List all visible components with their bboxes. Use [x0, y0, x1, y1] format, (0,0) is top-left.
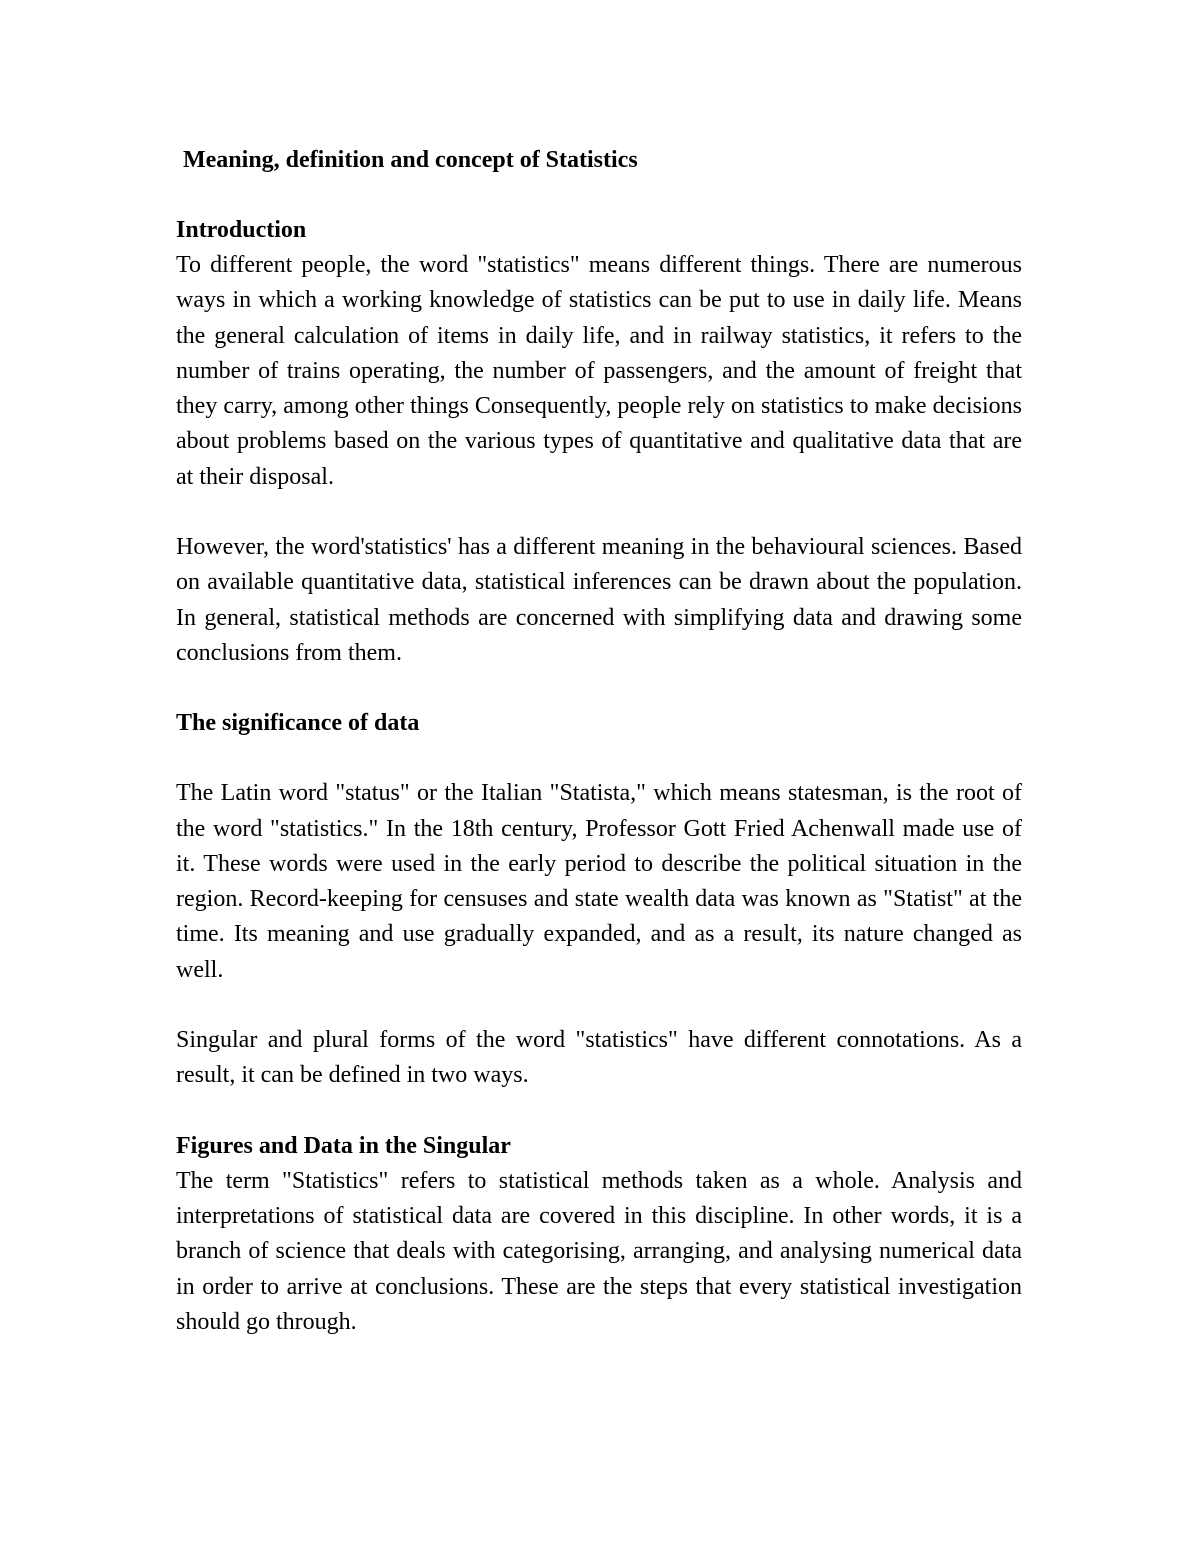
- section-heading: Introduction: [176, 217, 307, 243]
- section-significance-of-data: [176, 706, 1022, 1093]
- section-heading: The significance of data: [176, 710, 420, 737]
- document-page: [176, 143, 1022, 1340]
- spacer: [176, 495, 1022, 530]
- section-figures-and-data-singular: [176, 1129, 1022, 1340]
- paragraph: Singular and plural forms of the word "statistics" have different connotations. As a result, it can be defined in two ways.: [176, 1027, 1022, 1089]
- spacer: [176, 741, 1022, 776]
- spacer: [176, 178, 1022, 213]
- section-introduction: [176, 213, 1022, 671]
- document-title: Meaning, definition and concept of Statistics: [183, 147, 638, 173]
- paragraph: The Latin word "status" or the Italian "Statista," which means statesman, is the root of the word "statistics." In the 18th century, Professor Gott Fried Achenwall made use of it. These words were used in the early period to describe the political situation in the region. Record-keeping for censuses and state wealth data was known as "Statist" at the time. Its meaning and use gradually expanded, and as a result, its nature changed as well.: [176, 780, 1022, 983]
- paragraph: The term "Statistics" refers to statistical methods taken as a whole. Analysis and interpretations of statistical data are covered in this discipline. In other words, it is a branch of science that deals with categorising, arranging, and analysing numerical data in order to arrive at conclusions. These are the steps that every statistical investigation should go through.: [176, 1167, 1022, 1335]
- paragraph: To different people, the word "statistics" means different things. There are numerous ways in which a working knowledge of statistics can be put to use in daily life. Means the general calculation of items in daily life, and in railway statistics, it refers to the number of trains operating, the number of passengers, and the amount of freight that they carry, among other things Consequently, people rely on statistics to make decisions about problems based on the various types of quantitative and qualitative data that are at their disposal.: [176, 252, 1022, 490]
- spacer: [176, 1094, 1022, 1129]
- section-heading: Figures and Data in the Singular: [176, 1132, 511, 1159]
- paragraph: However, the word'statistics' has a different meaning in the behavioural sciences. Based on available quantitative data, statistical inferences can be drawn about the population. In general, statistical methods are concerned with simplifying data and drawing some conclusions from them.: [176, 534, 1022, 666]
- spacer: [176, 988, 1022, 1023]
- spacer: [176, 671, 1022, 706]
